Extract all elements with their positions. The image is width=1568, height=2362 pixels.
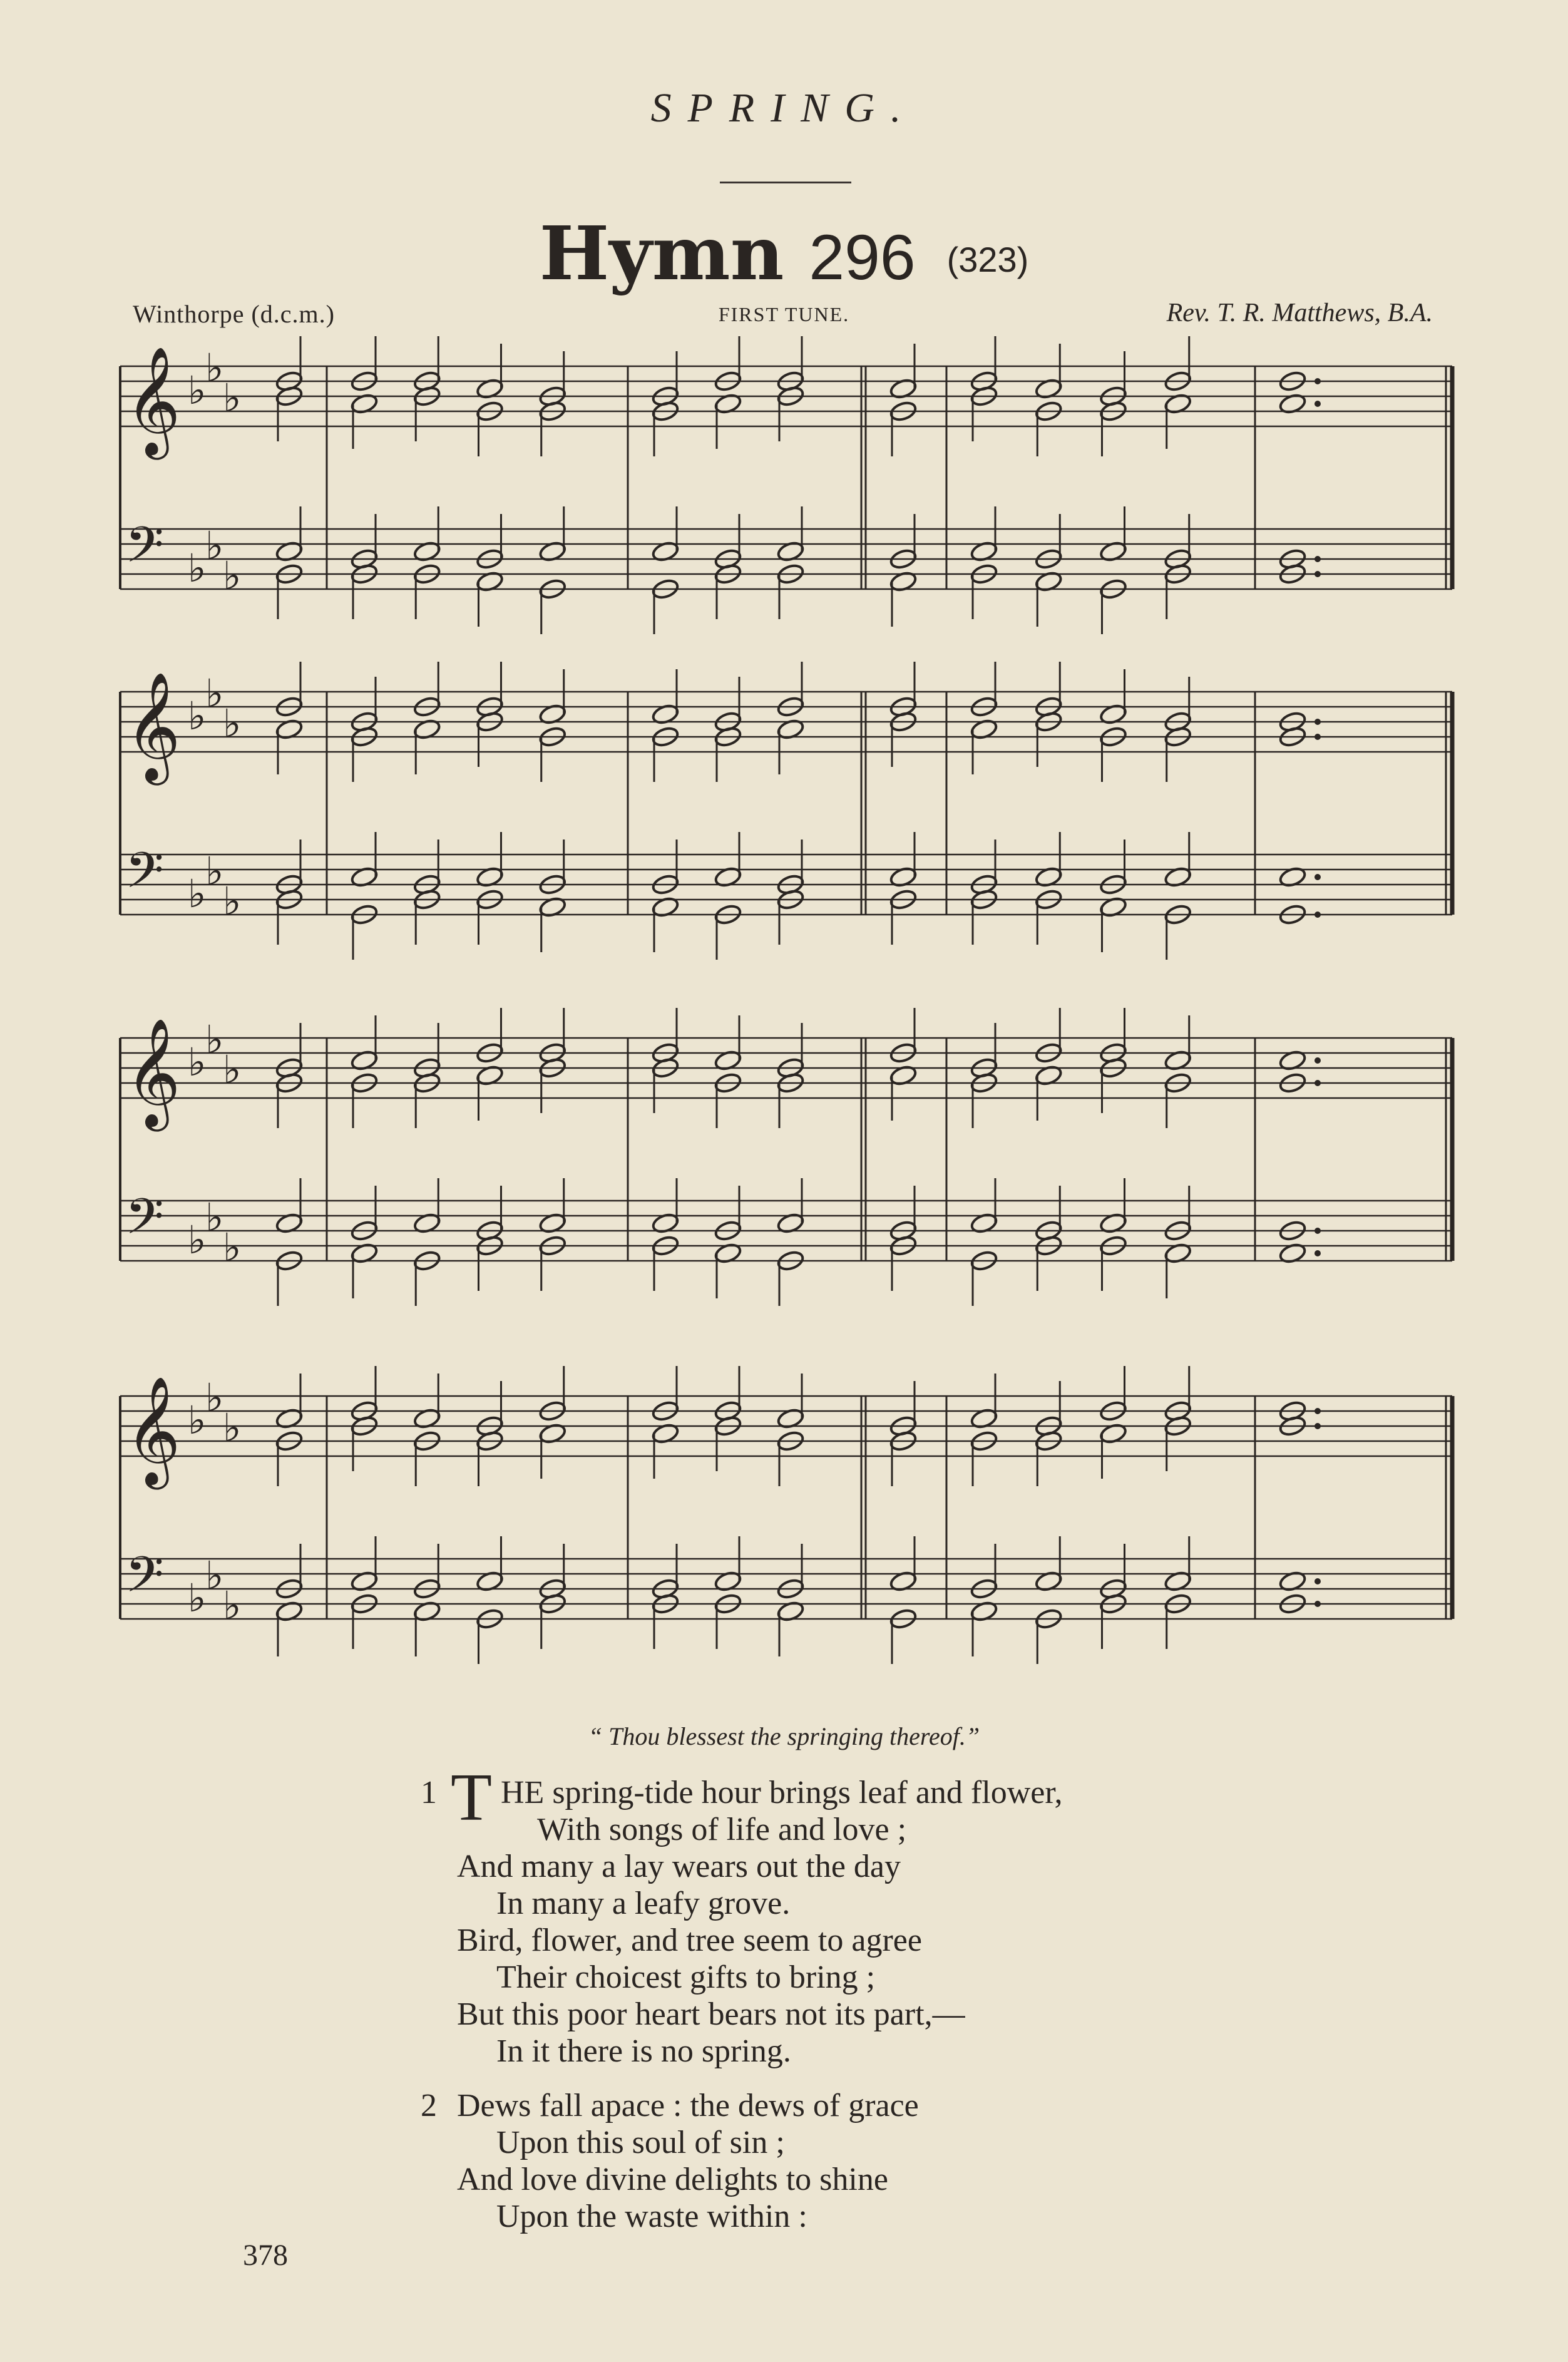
key-signature-flat: ♭ (205, 1375, 224, 1420)
augmentation-dot (1314, 378, 1321, 384)
augmentation-dot (1314, 1423, 1321, 1429)
tune-label: FIRST TUNE. (718, 303, 850, 326)
verse-line: HE spring-tide hour brings leaf and flower, (501, 1775, 1063, 1810)
key-signature-flat: ♭ (223, 375, 242, 421)
key-signature-flat: ♭ (205, 670, 224, 716)
bass-clef: 𝄢 (125, 516, 164, 586)
key-signature-flat: ♭ (188, 693, 207, 739)
verse-line: Their choicest gifts to bring ; (496, 1959, 876, 1995)
key-signature-flat: ♭ (188, 545, 207, 591)
bass-clef: 𝄢 (125, 1546, 164, 1616)
augmentation-dot (1314, 874, 1321, 880)
verse-line: But this poor heart bears not its part,— (457, 1996, 965, 2032)
key-signature-flat: ♭ (223, 1047, 242, 1092)
augmentation-dot (1314, 1601, 1321, 1607)
key-signature-flat: ♭ (223, 1405, 242, 1451)
key-signature-flat: ♭ (205, 1553, 224, 1598)
augmentation-dot (1314, 401, 1321, 407)
treble-clef: 𝄞 (125, 346, 181, 455)
key-signature-flat: ♭ (205, 1017, 224, 1062)
key-signature-flat: ♭ (205, 1194, 224, 1240)
augmentation-dot (1314, 571, 1321, 577)
verse-line: Bird, flower, and tree seem to agree (457, 1923, 922, 1958)
verse-line: And many a lay wears out the day (457, 1849, 901, 1884)
hymn-alt-number: (323) (946, 240, 1029, 279)
bass-clef: 𝄢 (125, 841, 164, 911)
epigraph: “ Thou blessest the springing thereof.” (588, 1722, 980, 1750)
stanza-number: 1 (421, 1775, 437, 1810)
augmentation-dot (1314, 734, 1321, 740)
treble-clef: 𝄞 (125, 1376, 181, 1485)
key-signature-flat: ♭ (223, 701, 242, 746)
treble-clef: 𝄞 (125, 672, 181, 781)
augmentation-dot (1314, 1057, 1321, 1064)
key-signature-flat: ♭ (205, 345, 224, 391)
augmentation-dot (1314, 911, 1321, 918)
verse-line: In it there is no spring. (496, 2033, 791, 2069)
augmentation-dot (1314, 1408, 1321, 1414)
hymn-number: 296 (809, 222, 916, 293)
augmentation-dot (1314, 1578, 1321, 1584)
augmentation-dot (1314, 1080, 1321, 1086)
augmentation-dot (1314, 719, 1321, 725)
key-signature-flat: ♭ (188, 367, 207, 413)
key-signature-flat: ♭ (188, 1575, 207, 1621)
composer: Rev. T. R. Matthews, B.A. (1166, 299, 1433, 327)
verse-line: Upon the waste within : (496, 2199, 807, 2234)
key-signature-flat: ♭ (223, 1225, 242, 1270)
key-signature-flat: ♭ (188, 1217, 207, 1263)
key-signature-flat: ♭ (223, 878, 242, 924)
augmentation-dot (1314, 556, 1321, 562)
verse-line: With songs of life and love ; (537, 1812, 907, 1847)
verse-line: Upon this soul of sin ; (496, 2125, 785, 2160)
stanza-number: 2 (421, 2088, 437, 2123)
verse-line: In many a leafy grove. (496, 1886, 791, 1921)
augmentation-dot (1314, 1228, 1321, 1234)
hymn-word: Hymn (539, 210, 784, 297)
key-signature-flat: ♭ (205, 848, 224, 894)
key-signature-flat: ♭ (205, 523, 224, 568)
treble-clef: 𝄞 (125, 1018, 181, 1127)
tune-name: Winthorpe (d.c.m.) (133, 300, 335, 328)
key-signature-flat: ♭ (188, 871, 207, 917)
key-signature-flat: ♭ (188, 1039, 207, 1085)
key-signature-flat: ♭ (188, 1397, 207, 1443)
page-number: 378 (243, 2239, 288, 2272)
drop-cap: T (451, 1760, 492, 1835)
verse-line: And love divine delights to shine (457, 2162, 888, 2197)
key-signature-flat: ♭ (223, 1583, 242, 1628)
key-signature-flat: ♭ (223, 553, 242, 598)
bass-clef: 𝄢 (125, 1188, 164, 1258)
section-title: SPRING. (650, 85, 918, 131)
augmentation-dot (1314, 1250, 1321, 1256)
verse-line: Dews fall apace : the dews of grace (457, 2088, 919, 2123)
